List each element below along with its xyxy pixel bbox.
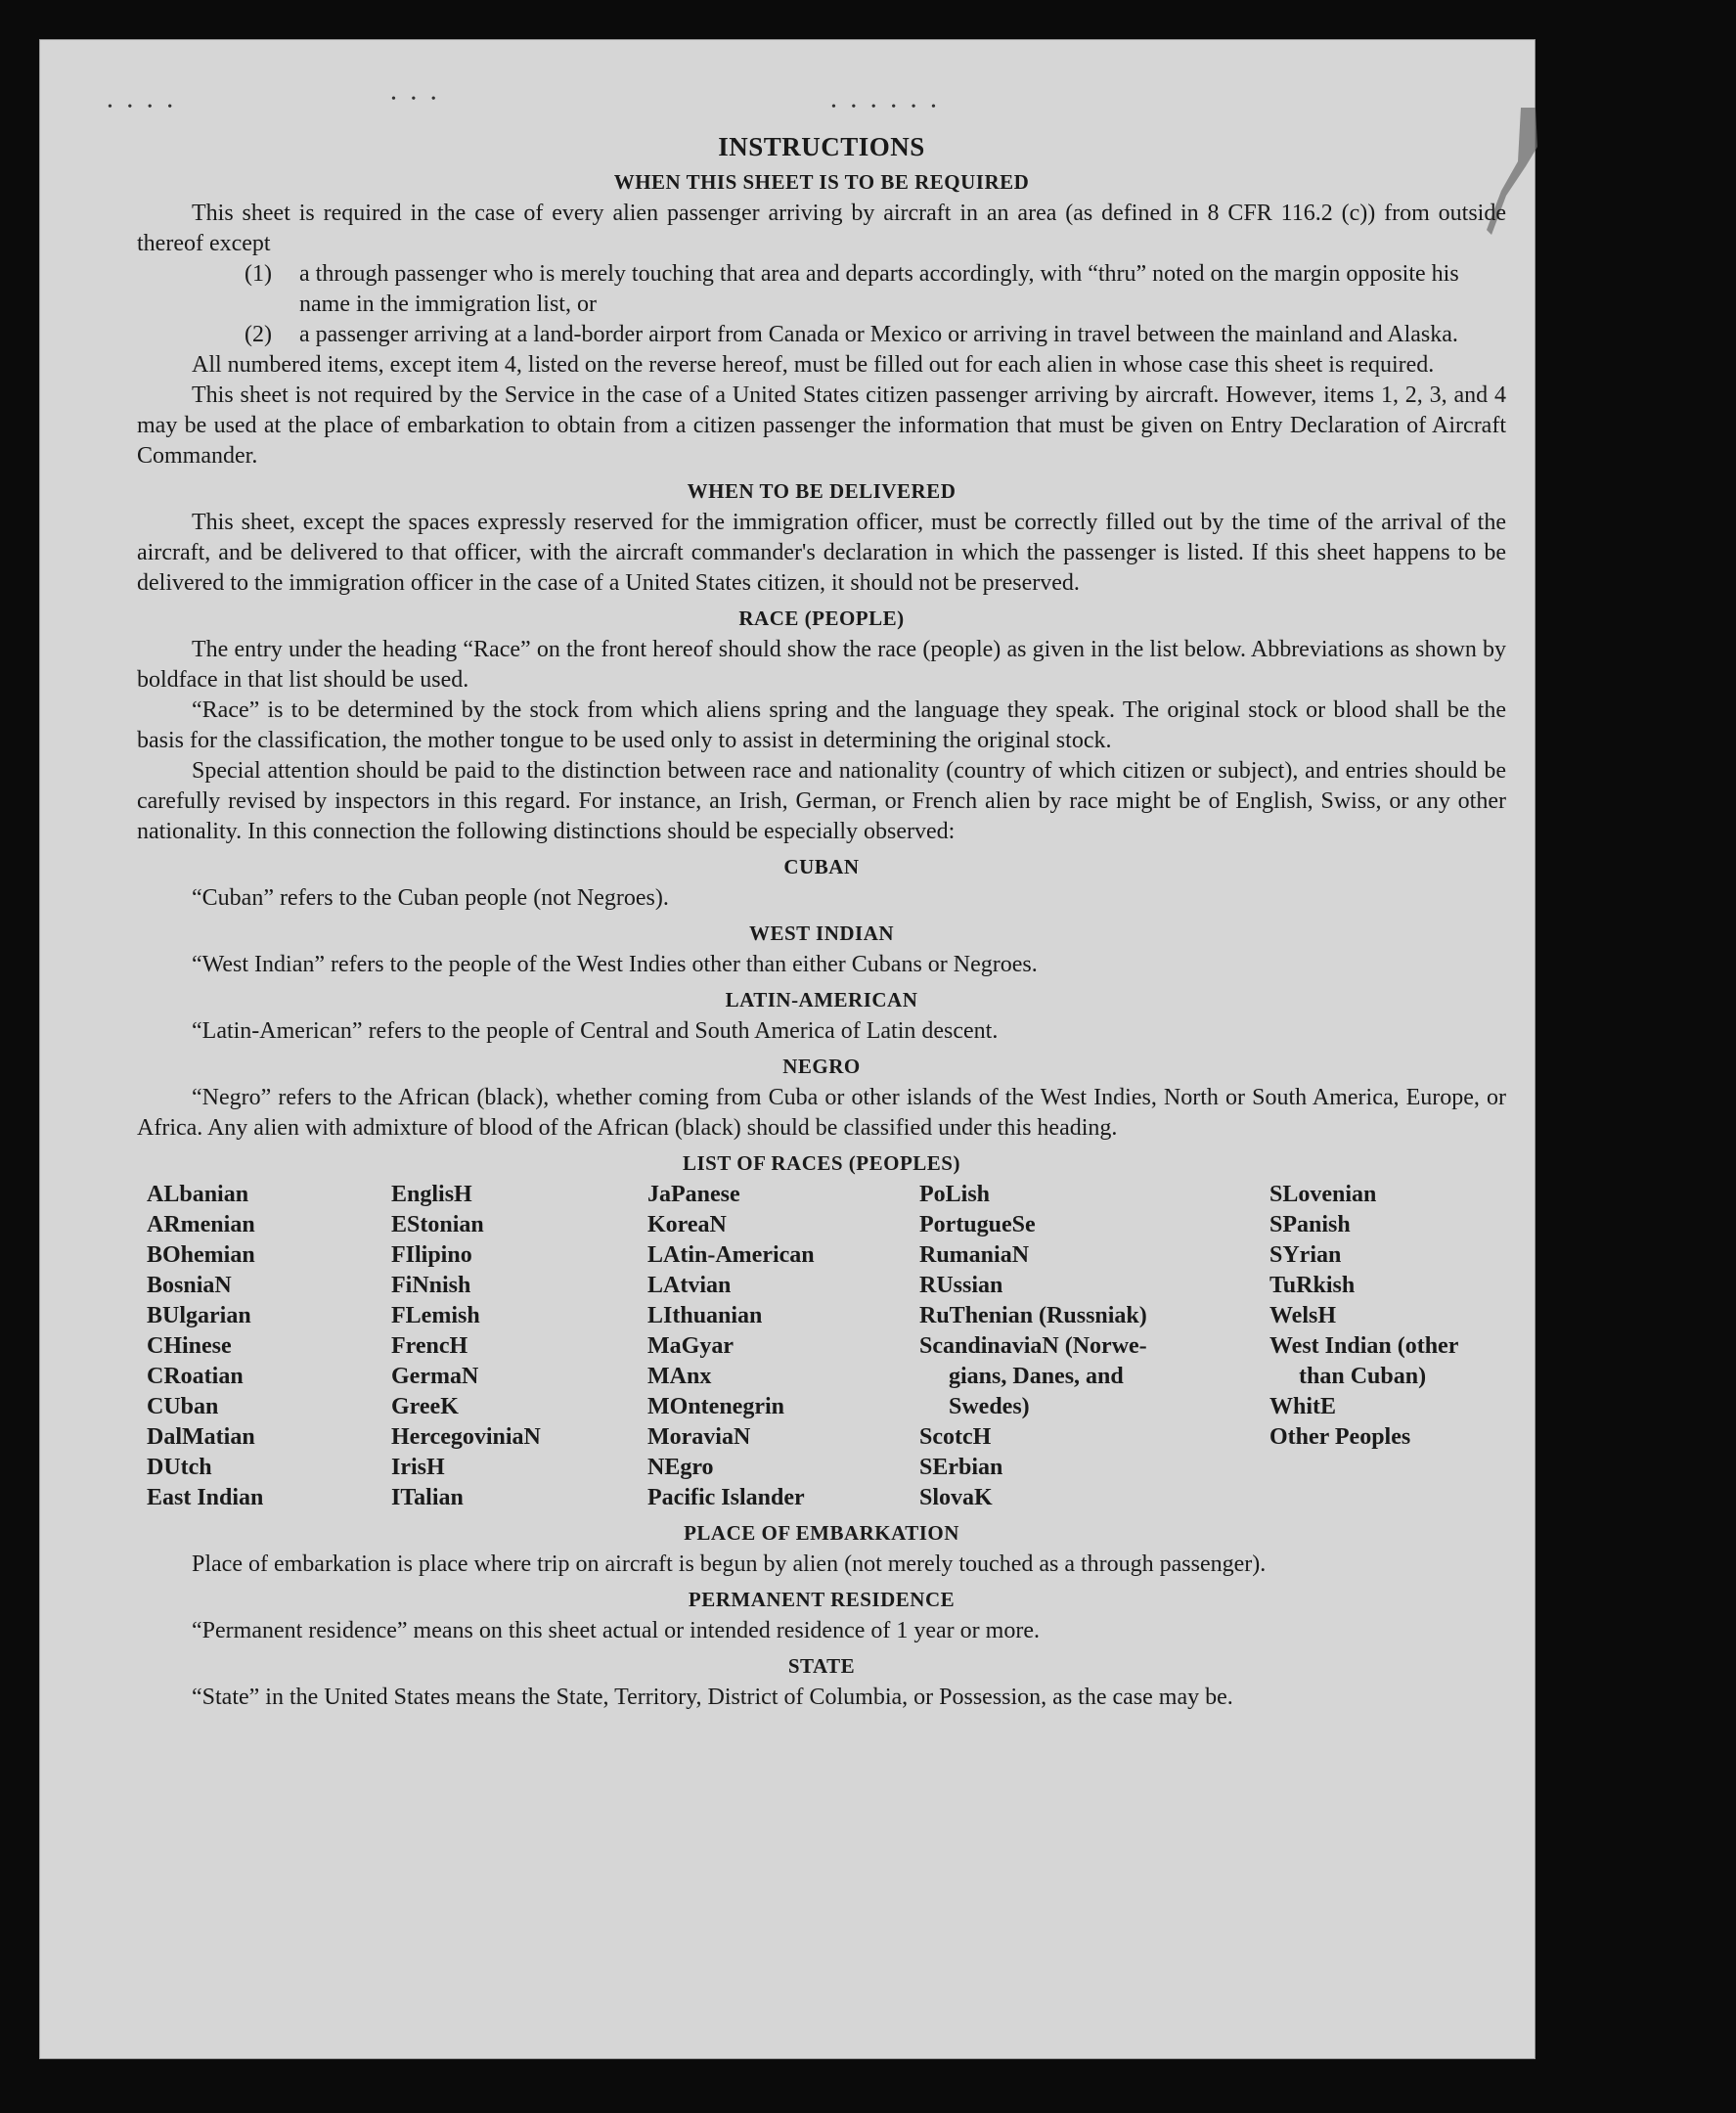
race-entry: BosniaN: [147, 1273, 232, 1298]
races-column-4: [919, 1180, 1269, 1513]
item-text: a passenger arriving at a land-border airport from Canada or Mexico or arriving in travel between the mainland and Alaska.: [299, 322, 1458, 347]
instructions-content: [137, 132, 1506, 1713]
race-entry: RUssian: [919, 1273, 1003, 1298]
heading-race: RACE (PEOPLE): [738, 607, 905, 630]
race-entry: FrencH: [391, 1333, 468, 1359]
race-entry: EStonian: [391, 1212, 484, 1237]
state-text: “State” in the United States means the State, Territory, District of Columbia, or Possession, as the case may be.: [192, 1685, 1233, 1710]
race-entry: IrisH: [391, 1455, 445, 1480]
race-entry: East Indian: [147, 1485, 264, 1510]
cuban-text: “Cuban” refers to the Cuban people (not Negroes).: [192, 885, 669, 911]
exception-item-1: [245, 259, 1506, 320]
race-entry: LAtvian: [647, 1273, 732, 1298]
west-indian-text: “West Indian” refers to the people of the West Indies other than either Cubans or Negroes.: [192, 952, 1038, 977]
race-paragraph-2: “Race” is to be determined by the stock from which aliens spring and the language they speak. The original stock or blood shall be the basis for the classification, the mother tongue to be used only to assist in determining the original stock.: [137, 697, 1506, 753]
race-entry: FiNnish: [391, 1273, 471, 1298]
negro-text: “Negro” refers to the African (black), whether coming from Cuba or other islands of the West Indies, North or South America, Europe, or Africa. Any alien with admixture of blood of the African (black) should be classified under this heading.: [137, 1085, 1506, 1141]
heading-embarkation: PLACE OF EMBARKATION: [684, 1521, 959, 1545]
race-entry: SErbian: [919, 1455, 1003, 1480]
races-list: [147, 1180, 1506, 1513]
race-entry: CHinese: [147, 1333, 232, 1359]
race-entry: RuThenian (Russniak): [919, 1303, 1147, 1328]
punch-marks: • • • • • • • • • • • • •: [108, 92, 942, 114]
item-text: a through passenger who is merely touching that area and departs accordingly, with “thru” noted on the margin opposite his name in the immigration list, or: [299, 261, 1459, 317]
race-entry: GreeK: [391, 1394, 459, 1419]
race-entry: DUtch: [147, 1455, 212, 1480]
race-entry: ScotcH: [919, 1424, 992, 1450]
embarkation-text: Place of embarkation is place where trip on aircraft is begun by alien (not merely touched as a through passenger).: [192, 1551, 1267, 1577]
item-number: (1): [245, 261, 272, 287]
race-entry: SlovaK: [919, 1485, 993, 1510]
races-column-5: [1269, 1180, 1524, 1513]
race-entry: LAtin-American: [647, 1242, 815, 1268]
race-entry-continued: Swedes): [949, 1394, 1030, 1419]
exception-item-2: [245, 320, 1506, 350]
race-entry-continued: than Cuban): [1299, 1364, 1427, 1389]
race-entry: SYrian: [1269, 1242, 1342, 1268]
race-entry-continued: gians, Danes, and: [949, 1364, 1124, 1389]
race-entry: CUban: [147, 1394, 219, 1419]
when-required-intro: This sheet is required in the case of every alien passenger arriving by aircraft in an area (as defined in 8 CFR 116.2 (c)) from outside thereof except: [137, 201, 1506, 256]
race-entry: RumaniaN: [919, 1242, 1030, 1268]
races-column-2: [391, 1180, 647, 1513]
race-entry: BOhemian: [147, 1242, 255, 1268]
heading-cuban: CUBAN: [783, 855, 860, 878]
race-entry: MAnx: [647, 1364, 712, 1389]
race-entry: PortugueSe: [919, 1212, 1036, 1237]
race-entry: EnglisH: [391, 1182, 472, 1207]
page-title: INSTRUCTIONS: [718, 132, 925, 161]
race-entry: MoraviaN: [647, 1424, 751, 1450]
race-entry: BUlgarian: [147, 1303, 251, 1328]
race-entry: FIlipino: [391, 1242, 472, 1268]
race-entry: KoreaN: [647, 1212, 727, 1237]
permanent-residence-text: “Permanent residence” means on this sheet actual or intended residence of 1 year or more.: [192, 1618, 1040, 1643]
race-entry: ARmenian: [147, 1212, 255, 1237]
race-entry: SLovenian: [1269, 1182, 1377, 1207]
race-entry: NEgro: [647, 1455, 714, 1480]
race-entry: MaGyar: [647, 1333, 734, 1359]
heading-when-delivered: WHEN TO BE DELIVERED: [687, 479, 957, 503]
race-entry: ScandinaviaN (Norwe-: [919, 1333, 1147, 1359]
race-entry: TuRkish: [1269, 1273, 1356, 1298]
heading-state: STATE: [787, 1654, 856, 1678]
race-entry: West Indian (other: [1269, 1333, 1459, 1359]
race-entry: Pacific Islander: [647, 1485, 805, 1510]
heading-west-indian: WEST INDIAN: [748, 922, 895, 945]
race-entry: DalMatian: [147, 1424, 255, 1450]
citizen-paragraph: This sheet is not required by the Service in the case of a United States citizen passenger arriving by aircraft. However, items 1, 2, 3, and 4 may be used at the place of embarkation to obtain from a citizen passenger the information that must be given on Entry Declaration of Aircraft Commander.: [137, 382, 1506, 469]
heading-permanent-residence: PERMANENT RESIDENCE: [688, 1588, 956, 1611]
race-entry: CRoatian: [147, 1364, 244, 1389]
race-entry: PoLish: [919, 1182, 991, 1207]
race-paragraph-3: Special attention should be paid to the distinction between race and nationality (country of which citizen or subject), and entries should be carefully revised by inspectors in this regard. For instance, an Irish, German, or French alien by race might be of English, Swiss, or any other nationality. In this connection the following distinctions should be especially observed:: [137, 758, 1506, 844]
item-number: (2): [245, 322, 272, 347]
races-column-3: [647, 1180, 919, 1513]
race-entry: GermaN: [391, 1364, 479, 1389]
latin-american-text: “Latin-American” refers to the people of Central and South America of Latin descent.: [192, 1018, 999, 1044]
heading-negro: NEGRO: [782, 1055, 861, 1078]
race-entry: JaPanese: [647, 1182, 740, 1207]
race-entry: HercegoviniaN: [391, 1424, 541, 1450]
numbered-items-paragraph: All numbered items, except item 4, listed on the reverse hereof, must be filled out for each alien in whose case this sheet is required.: [192, 352, 1435, 378]
race-entry: FLemish: [391, 1303, 480, 1328]
when-delivered-text: This sheet, except the spaces expressly reserved for the immigration officer, must be correctly filled out by the time of the arrival of the aircraft, and be delivered to that officer, with the aircraft commander's declaration in which the passenger is listed. If this sheet happens to be delivered to the immigration officer in the case of a United States citizen, it should not be preserved.: [137, 510, 1506, 596]
race-entry: SPanish: [1269, 1212, 1351, 1237]
heading-list-of-races: LIST OF RACES (PEOPLES): [683, 1151, 960, 1175]
race-paragraph-1: The entry under the heading “Race” on the front hereof should show the race (people) as given in the list below. Abbreviations as shown by boldface in that list should be used.: [137, 637, 1506, 693]
race-entry: ALbanian: [147, 1182, 249, 1207]
race-entry: LIthuanian: [647, 1303, 763, 1328]
race-entry: WhitE: [1269, 1394, 1337, 1419]
document-sheet: [39, 39, 1536, 2059]
race-entry: MOntenegrin: [647, 1394, 784, 1419]
race-entry: WelsH: [1269, 1303, 1337, 1328]
heading-latin-american: LATIN-AMERICAN: [725, 988, 918, 1012]
races-column-1: [147, 1180, 391, 1513]
race-entry: ITalian: [391, 1485, 464, 1510]
race-entry: Other Peoples: [1269, 1424, 1411, 1450]
heading-when-required: WHEN THIS SHEET IS TO BE REQUIRED: [613, 170, 1030, 194]
